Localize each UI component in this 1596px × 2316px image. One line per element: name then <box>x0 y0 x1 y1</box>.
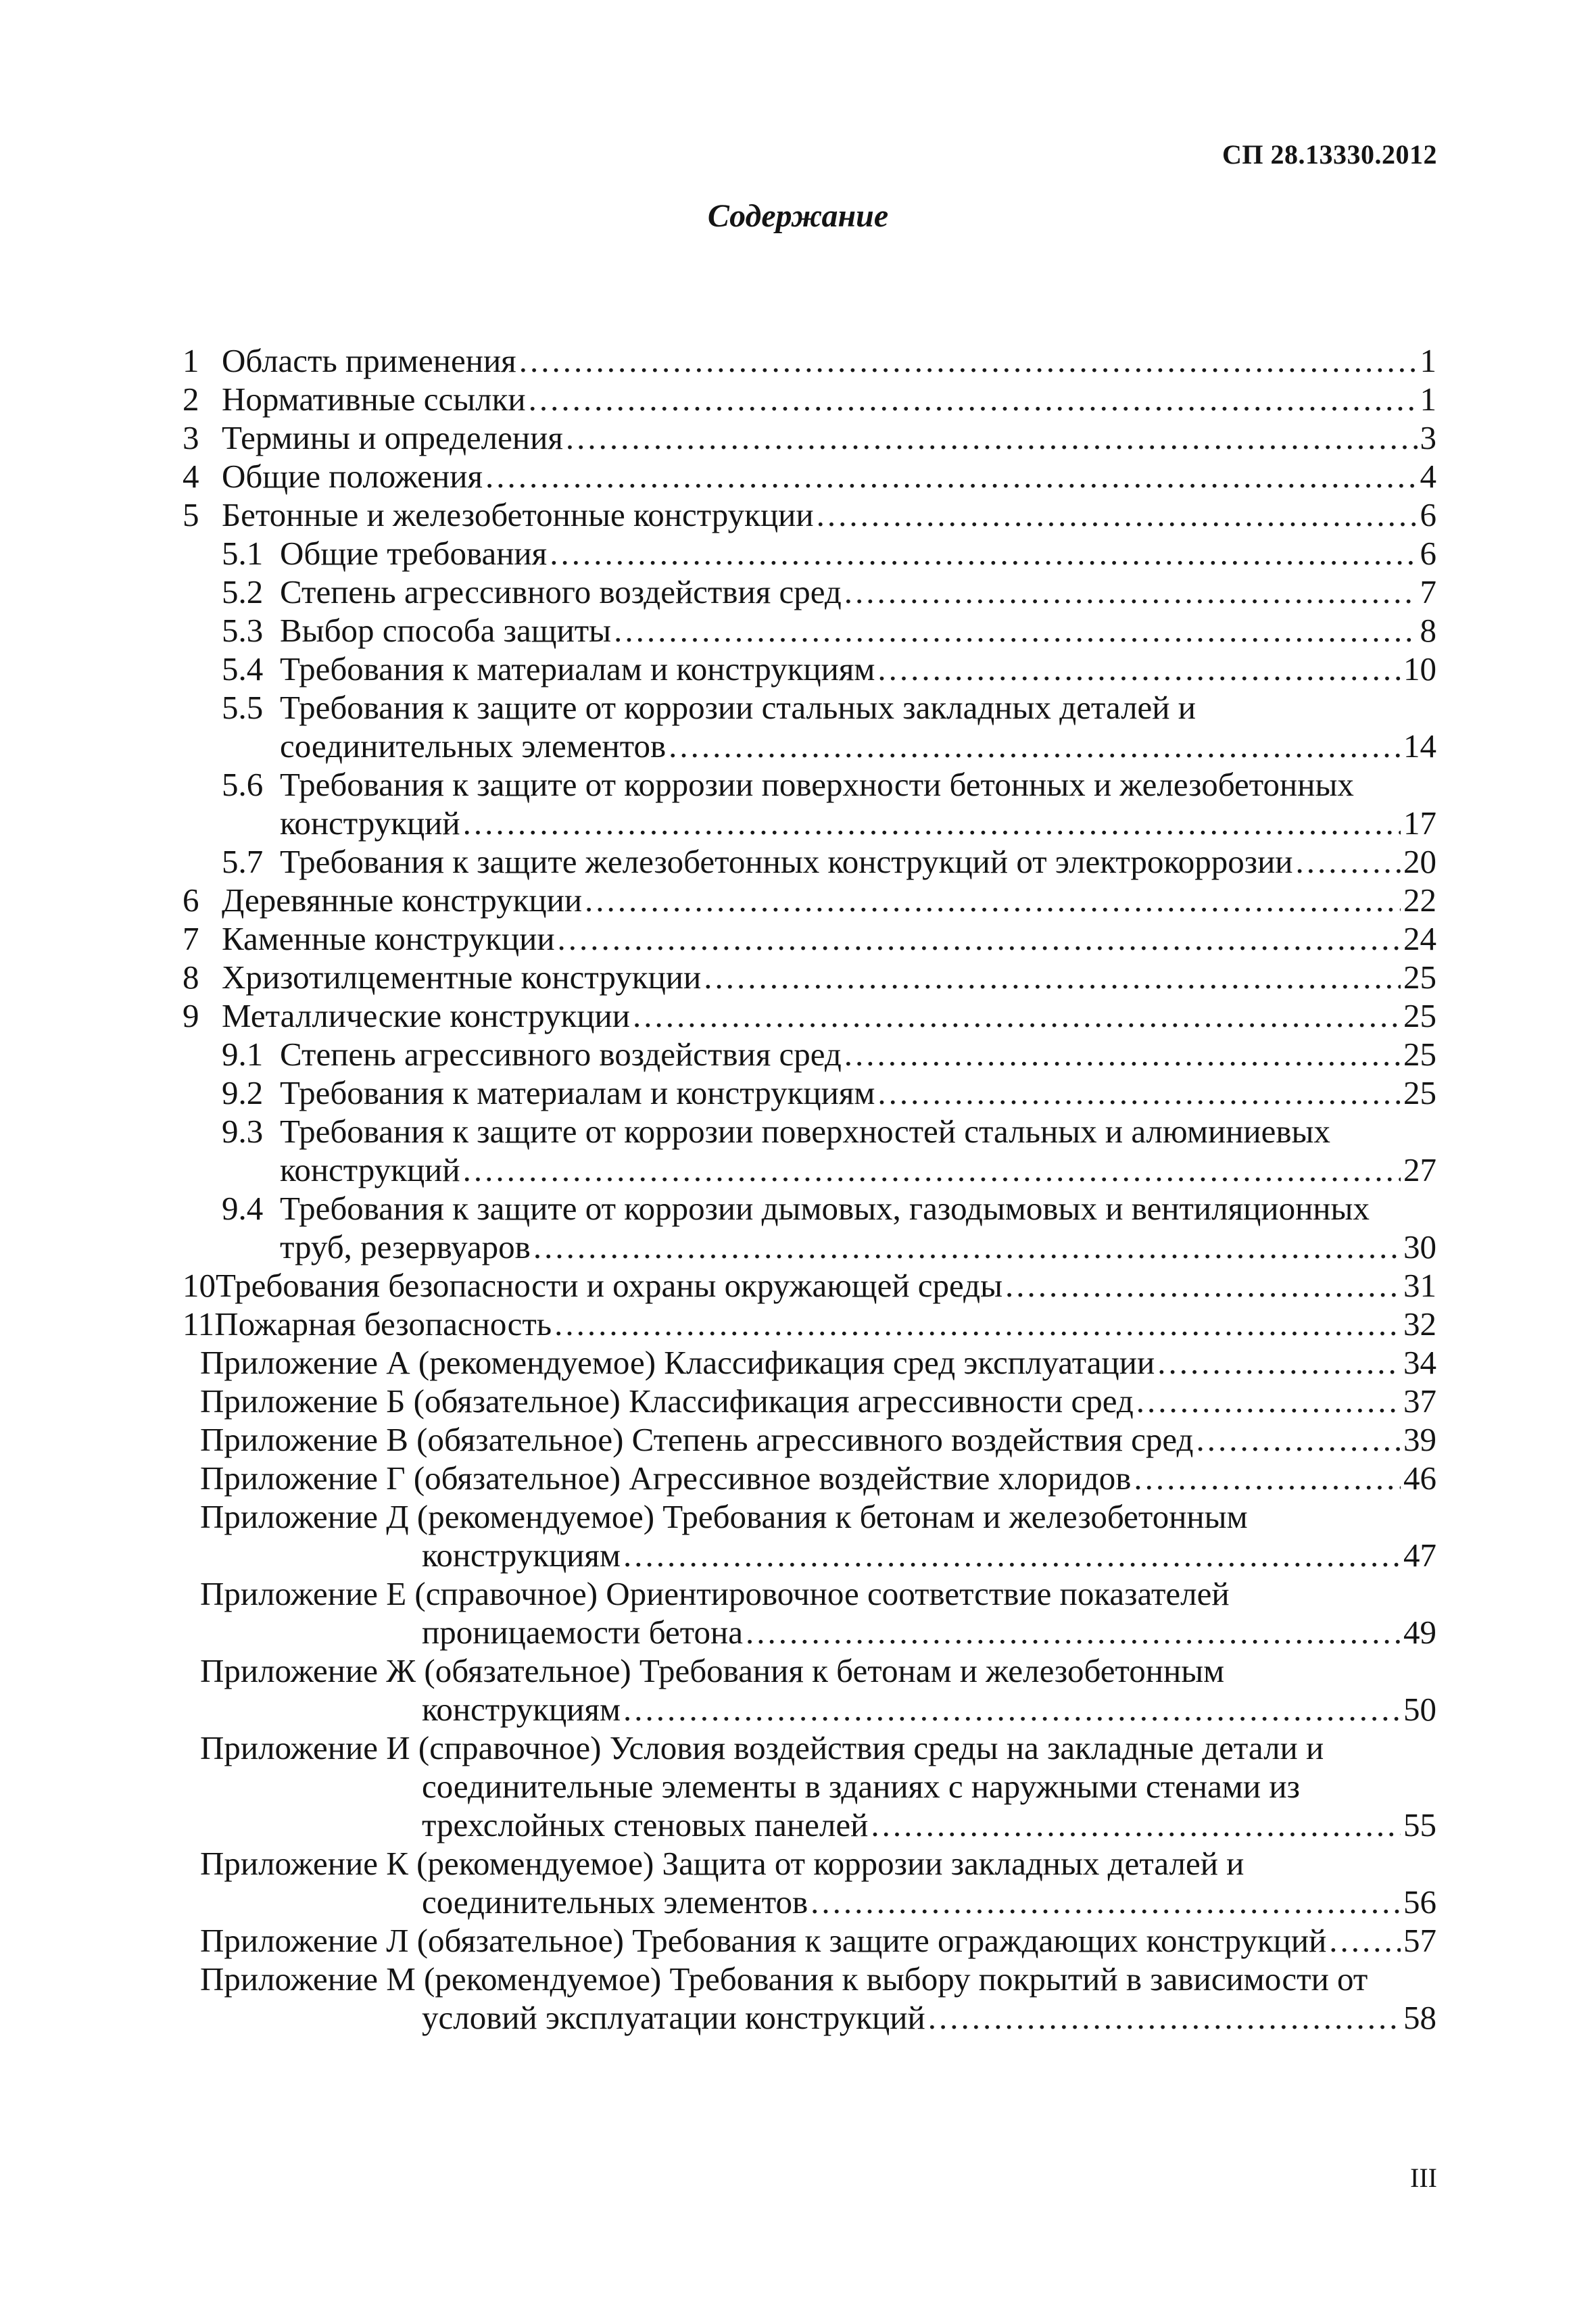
toc-entry-number: 9.4 <box>222 1190 264 1227</box>
toc-entry-line <box>183 996 1436 1035</box>
toc-appendix-title: Приложение К (рекомендуемое) Защита от коррозии закладных деталей и <box>200 1845 1244 1882</box>
leader-dots <box>1136 1382 1401 1420</box>
toc-entry-page: 7 <box>1420 573 1436 610</box>
table-of-contents <box>183 341 1436 2037</box>
toc-entry[interactable] <box>183 919 1436 958</box>
toc-entry-title: Требования к защите от коррозии поверхностей стальных и алюминиевых <box>280 1113 1330 1150</box>
leader-dots <box>633 996 1401 1035</box>
leader-dots <box>1296 842 1401 881</box>
toc-entry-page: 14 <box>1403 727 1436 765</box>
toc-appendix-title: соединительные элементы в зданиях с наружными стенами из <box>422 1768 1300 1805</box>
leader-dots <box>1329 1921 1401 1960</box>
toc-entry-line <box>183 1497 1436 1536</box>
toc-entry-page: 1 <box>1420 381 1436 418</box>
toc-appendix-title: конструкциям <box>422 1537 621 1574</box>
leader-dots <box>558 919 1401 958</box>
toc-entry-line <box>183 1690 1436 1729</box>
toc-appendix-title: проницаемости бетона <box>422 1614 744 1651</box>
toc-entry-page: 56 <box>1403 1883 1436 1921</box>
toc-entry-line <box>183 1574 1436 1613</box>
leader-dots <box>669 727 1401 765</box>
toc-entry-line <box>183 1112 1436 1151</box>
toc-entry-page: 20 <box>1403 843 1436 880</box>
toc-entry-page: 57 <box>1403 1922 1436 1959</box>
toc-entry[interactable] <box>183 1035 1436 1073</box>
toc-entry-line <box>183 1305 1436 1343</box>
toc-entry-title: Бетонные и железобетонные конструкции <box>222 496 814 533</box>
toc-entry-number: 7 <box>183 920 199 957</box>
toc-entry-line <box>183 1998 1436 2037</box>
toc-entry-title: Общие требования <box>280 535 548 572</box>
toc-entry-page: 31 <box>1403 1267 1436 1304</box>
toc-entry[interactable] <box>183 881 1436 919</box>
toc-entry-line <box>183 881 1436 919</box>
leader-dots <box>585 881 1401 919</box>
toc-appendix-title: условий эксплуатации конструкций <box>422 1999 925 2036</box>
toc-entry-page: 32 <box>1403 1305 1436 1343</box>
toc-entry-number: 9 <box>183 997 199 1034</box>
toc-entry-page: 10 <box>1403 650 1436 687</box>
toc-entry-line <box>183 418 1436 457</box>
toc-entry-line <box>183 1459 1436 1497</box>
leader-dots <box>566 418 1418 457</box>
leader-dots <box>485 457 1417 496</box>
toc-appendix-entry[interactable] <box>183 1921 1436 1960</box>
toc-entry[interactable] <box>183 534 1436 573</box>
toc-entry-page: 25 <box>1403 959 1436 996</box>
toc-entry-line <box>183 1613 1436 1651</box>
toc-entry[interactable] <box>183 842 1436 881</box>
toc-appendix-title: трехслойных стеновых панелей <box>422 1806 869 1843</box>
leader-dots <box>844 1035 1401 1073</box>
toc-entry-page: 25 <box>1403 1036 1436 1073</box>
toc-appendix-entry[interactable] <box>183 1420 1436 1459</box>
toc-entry-number: 5.1 <box>222 535 264 572</box>
toc-entry-page: 39 <box>1403 1421 1436 1458</box>
toc-entry-page: 17 <box>1403 804 1436 842</box>
toc-entry-title: Область применения <box>222 342 516 379</box>
toc-appendix-entry[interactable] <box>183 1343 1436 1382</box>
leader-dots <box>704 958 1401 996</box>
toc-entry-page: 27 <box>1403 1151 1436 1188</box>
toc-appendix-entry[interactable] <box>183 1459 1436 1497</box>
toc-entry-line <box>183 1420 1436 1459</box>
document-code: СП 28.13330.2012 <box>1222 139 1437 170</box>
toc-appendix-title: Приложение И (справочное) Условия воздействия среды на закладные детали и <box>200 1729 1324 1766</box>
toc-entry-line <box>183 611 1436 650</box>
toc-entry[interactable] <box>183 1189 1436 1266</box>
toc-entry-number: 11 <box>183 1305 215 1343</box>
page-number: III <box>1410 2163 1437 2193</box>
leader-dots <box>1005 1266 1401 1305</box>
leader-dots <box>928 1998 1401 2037</box>
toc-entry-page: 22 <box>1403 882 1436 919</box>
toc-entry-title: Требования к материалам и конструкциям <box>280 1074 875 1111</box>
toc-entry-title: Степень агрессивного воздействия сред <box>280 1036 842 1073</box>
toc-entry-page: 30 <box>1403 1228 1436 1265</box>
leader-dots <box>877 1073 1401 1112</box>
toc-entry-line <box>183 1189 1436 1228</box>
leader-dots <box>877 650 1401 688</box>
toc-entry-line <box>183 380 1436 418</box>
toc-entry-page: 34 <box>1403 1344 1436 1381</box>
toc-entry[interactable] <box>183 341 1436 380</box>
toc-entry-line <box>183 688 1436 727</box>
toc-entry[interactable] <box>183 958 1436 996</box>
toc-entry-number: 9.3 <box>222 1113 264 1150</box>
toc-entry-line <box>183 1883 1436 1921</box>
leader-dots <box>871 1806 1401 1844</box>
toc-appendix-title: Приложение Л (обязательное) Требования к защите ограждающих конструкций <box>200 1922 1327 1959</box>
leader-dots <box>746 1613 1401 1651</box>
toc-entry[interactable] <box>183 996 1436 1035</box>
leader-dots <box>844 573 1418 611</box>
leader-dots <box>529 380 1418 418</box>
toc-entry-title: Требования к защите железобетонных конструкций от электрокоррозии <box>280 843 1293 880</box>
toc-entry-number: 5.2 <box>222 573 264 610</box>
toc-entry-number: 5.3 <box>222 612 264 649</box>
toc-entry-title: Деревянные конструкции <box>222 882 583 919</box>
toc-entry-line <box>183 1806 1436 1844</box>
toc-entry-page: 3 <box>1420 419 1436 456</box>
toc-entry-line <box>183 1921 1436 1960</box>
toc-entry-line <box>183 1151 1436 1189</box>
toc-entry-number: 10 <box>183 1267 216 1304</box>
toc-entry-line <box>183 573 1436 611</box>
toc-entry-line <box>183 650 1436 688</box>
leader-dots <box>550 534 1417 573</box>
toc-entry[interactable] <box>183 418 1436 457</box>
toc-entry-title: Требования к материалам и конструкциям <box>280 650 875 687</box>
toc-entry-line <box>183 534 1436 573</box>
toc-appendix-title: Приложение М (рекомендуемое) Требования к выбору покрытий в зависимости от <box>200 1960 1368 1998</box>
toc-entry-title: конструкций <box>280 1151 460 1188</box>
toc-entry[interactable] <box>183 688 1436 765</box>
toc-entry-number: 5.7 <box>222 843 264 880</box>
toc-appendix-title: Приложение Е (справочное) Ориентировочное соответствие показателей <box>200 1575 1230 1612</box>
toc-appendix-entry[interactable] <box>183 1497 1436 1574</box>
toc-entry-page: 47 <box>1403 1537 1436 1574</box>
toc-entry-number: 5.6 <box>222 766 264 803</box>
toc-appendix-title: Приложение Ж (обязательное) Требования к бетонам и железобетонным <box>200 1652 1225 1689</box>
toc-appendix-entry[interactable] <box>183 1729 1436 1844</box>
toc-appendix-title: Приложение А (рекомендуемое) Классификация сред эксплуатации <box>200 1344 1155 1381</box>
leader-dots <box>463 1151 1401 1189</box>
toc-entry-page: 46 <box>1403 1459 1436 1497</box>
toc-entry-title: Степень агрессивного воздействия сред <box>280 573 842 610</box>
toc-entry[interactable] <box>183 611 1436 650</box>
toc-appendix-title: Приложение Г (обязательное) Агрессивное воздействие хлоридов <box>200 1459 1132 1497</box>
leader-dots <box>623 1536 1401 1574</box>
toc-entry-line <box>183 1343 1436 1382</box>
toc-entry[interactable] <box>183 496 1436 534</box>
toc-entry-number: 5 <box>183 496 199 533</box>
leader-dots <box>554 1305 1401 1343</box>
toc-entry-title: Требования к защите от коррозии дымовых, газодымовых и вентиляционных <box>280 1190 1370 1227</box>
toc-entry-title: Нормативные ссылки <box>222 381 526 418</box>
leader-dots <box>533 1228 1401 1266</box>
toc-entry-title: Выбор способа защиты <box>280 612 612 649</box>
toc-entry-page: 55 <box>1403 1806 1436 1843</box>
toc-appendix-title: конструкциям <box>422 1691 621 1728</box>
toc-entry-line <box>183 1382 1436 1420</box>
toc-entry[interactable] <box>183 650 1436 688</box>
toc-appendix-title: Приложение В (обязательное) Степень агрессивного воздействия сред <box>200 1421 1194 1458</box>
leader-dots <box>817 496 1418 534</box>
toc-entry-page: 4 <box>1420 458 1436 495</box>
toc-entry-page: 8 <box>1420 612 1436 649</box>
toc-entry[interactable] <box>183 765 1436 842</box>
toc-appendix-entry[interactable] <box>183 1382 1436 1420</box>
toc-entry-line <box>183 727 1436 765</box>
toc-entry-line <box>183 1266 1436 1305</box>
toc-entry-number: 1 <box>183 342 199 379</box>
toc-entry[interactable] <box>183 573 1436 611</box>
toc-entry-title: Пожарная безопасность <box>214 1305 552 1343</box>
toc-entry[interactable] <box>183 457 1436 496</box>
toc-appendix-entry[interactable] <box>183 1651 1436 1729</box>
toc-entry-page: 50 <box>1403 1691 1436 1728</box>
toc-entry-title: Термины и определения <box>222 419 563 456</box>
toc-entry-title: конструкций <box>280 804 460 842</box>
toc-entry-line <box>183 1228 1436 1266</box>
toc-entry-line <box>183 457 1436 496</box>
toc-entry-title: соединительных элементов <box>280 727 667 765</box>
leader-dots <box>811 1883 1401 1921</box>
leader-dots <box>463 804 1401 842</box>
toc-entry-title: Требования безопасности и охраны окружающей среды <box>216 1267 1002 1304</box>
toc-entry-line <box>183 804 1436 842</box>
toc-entry-page: 25 <box>1403 1074 1436 1111</box>
toc-entry-line <box>183 1651 1436 1690</box>
toc-entry-page: 49 <box>1403 1614 1436 1651</box>
leader-dots <box>1196 1420 1401 1459</box>
leader-dots <box>614 611 1417 650</box>
leader-dots <box>623 1690 1401 1729</box>
toc-entry-page: 6 <box>1420 496 1436 533</box>
leader-dots <box>519 341 1418 380</box>
toc-entry-number: 5.5 <box>222 689 264 726</box>
toc-entry-number: 2 <box>183 381 199 418</box>
toc-entry-title: труб, резервуаров <box>280 1228 531 1265</box>
toc-appendix-title: Приложение Д (рекомендуемое) Требования к бетонам и железобетонным <box>200 1498 1248 1535</box>
toc-entry-line <box>183 1767 1436 1806</box>
leader-dots <box>1157 1343 1401 1382</box>
toc-entry-title: Требования к защите от коррозии стальных закладных деталей и <box>280 689 1196 726</box>
toc-appendix-title: Приложение Б (обязательное) Классификация агрессивности сред <box>200 1382 1134 1420</box>
toc-entry-line <box>183 1073 1436 1112</box>
toc-entry-line <box>183 1536 1436 1574</box>
toc-entry-title: Хризотилцементные конструкции <box>222 959 702 996</box>
toc-entry-title: Металлические конструкции <box>222 997 631 1034</box>
toc-entry-number: 9.1 <box>222 1036 264 1073</box>
toc-appendix-entry[interactable] <box>183 1844 1436 1921</box>
toc-entry-page: 6 <box>1420 535 1436 572</box>
toc-entry-title: Общие положения <box>222 458 483 495</box>
toc-entry-line <box>183 842 1436 881</box>
toc-entry-line <box>183 1729 1436 1767</box>
toc-entry-number: 3 <box>183 419 199 456</box>
toc-entry[interactable] <box>183 1112 1436 1189</box>
toc-entry[interactable] <box>183 1305 1436 1343</box>
toc-entry[interactable] <box>183 1073 1436 1112</box>
toc-entry-page: 37 <box>1403 1382 1436 1420</box>
toc-entry-number: 9.2 <box>222 1074 264 1111</box>
toc-entry-line <box>183 341 1436 380</box>
toc-entry[interactable] <box>183 380 1436 418</box>
toc-entry-page: 1 <box>1420 342 1436 379</box>
toc-entry-number: 5.4 <box>222 650 264 687</box>
toc-entry-line <box>183 1844 1436 1883</box>
toc-entry-page: 58 <box>1403 1999 1436 2036</box>
toc-entry-page: 25 <box>1403 997 1436 1034</box>
toc-entry-title: Каменные конструкции <box>222 920 555 957</box>
toc-entry-number: 4 <box>183 458 199 495</box>
toc-appendix-title: соединительных элементов <box>422 1883 808 1921</box>
toc-entry-line <box>183 958 1436 996</box>
toc-entry-line <box>183 765 1436 804</box>
toc-appendix-entry[interactable] <box>183 1960 1436 2037</box>
leader-dots <box>1134 1459 1401 1497</box>
toc-entry-number: 6 <box>183 882 199 919</box>
toc-entry-line <box>183 1960 1436 1998</box>
toc-entry-number: 8 <box>183 959 199 996</box>
toc-entry-page: 24 <box>1403 920 1436 957</box>
toc-entry-title: Требования к защите от коррозии поверхности бетонных и железобетонных <box>280 766 1354 803</box>
toc-title: Содержание <box>707 198 889 234</box>
toc-entry-line <box>183 919 1436 958</box>
toc-entry-line <box>183 1035 1436 1073</box>
toc-entry[interactable] <box>183 1266 1436 1305</box>
toc-entry-line <box>183 496 1436 534</box>
toc-appendix-entry[interactable] <box>183 1574 1436 1651</box>
